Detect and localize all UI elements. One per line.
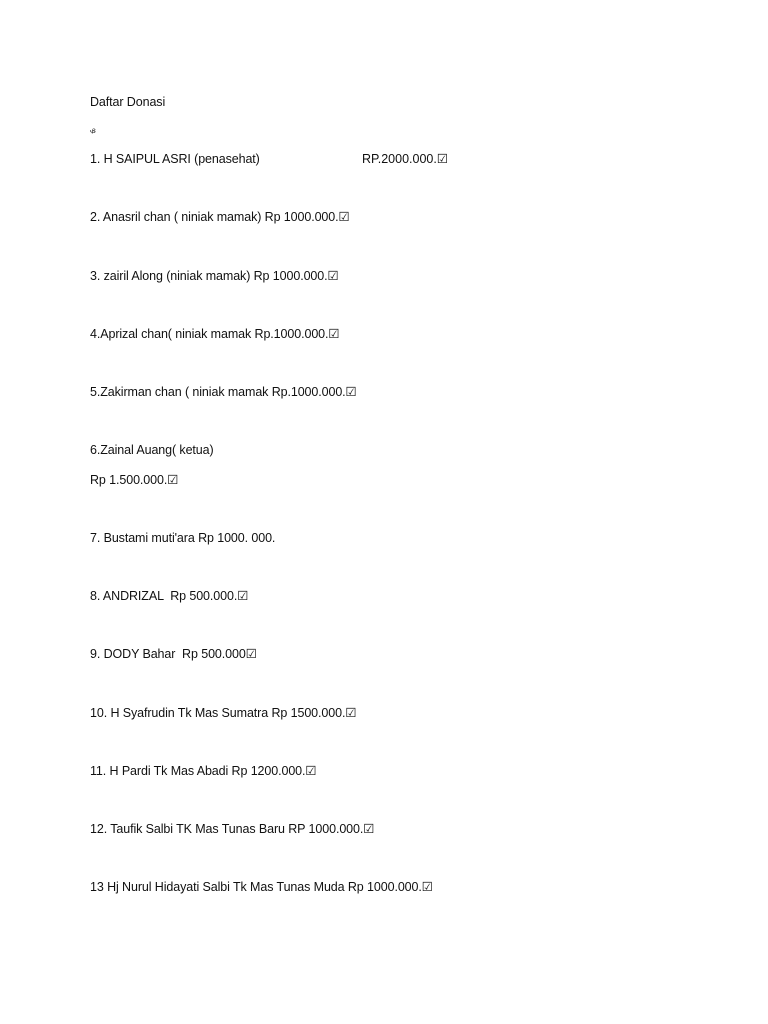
donation-entry-11: 11. H Pardi Tk Mas Abadi Rp 1200.000.☑ [90,764,317,778]
donation-entry-9: 9. DODY Bahar Rp 500.000☑ [90,647,257,661]
donation-amount-6: Rp 1.500.000.☑ [90,473,179,487]
donation-entry-3: 3. zairil Along (niniak mamak) Rp 1000.000.☑ [90,269,339,283]
donation-amount-1: RP.2000.000.☑ [362,152,449,166]
donation-entry-4: 4.Aprizal chan( niniak mamak Rp.1000.000.☑ [90,327,340,341]
donation-entry-7: 7. Bustami muti'ara Rp 1000. 000. [90,531,276,545]
donation-entry-13: 13 Hj Nurul Hidayati Salbi Tk Mas Tunas Muda Rp 1000.000.☑ [90,880,433,894]
donation-entry-8: 8. ANDRIZAL Rp 500.000.☑ [90,589,249,603]
decorative-symbol-icon: ᏸ [90,125,96,136]
donation-entry-10: 10. H Syafrudin Tk Mas Sumatra Rp 1500.000.☑ [90,706,357,720]
donation-entry-12: 12. Taufik Salbi TK Mas Tunas Baru RP 1000.000.☑ [90,822,375,836]
donation-entry-5: 5.Zakirman chan ( niniak mamak Rp.1000.000.☑ [90,385,357,399]
donation-entry-1: 1. H SAIPUL ASRI (penasehat) [90,152,260,166]
document-title: Daftar Donasi [90,95,166,109]
donation-entry-2: 2. Anasril chan ( niniak mamak) Rp 1000.000.☑ [90,210,350,224]
donation-entry-6: 6.Zainal Auang( ketua) [90,443,214,457]
